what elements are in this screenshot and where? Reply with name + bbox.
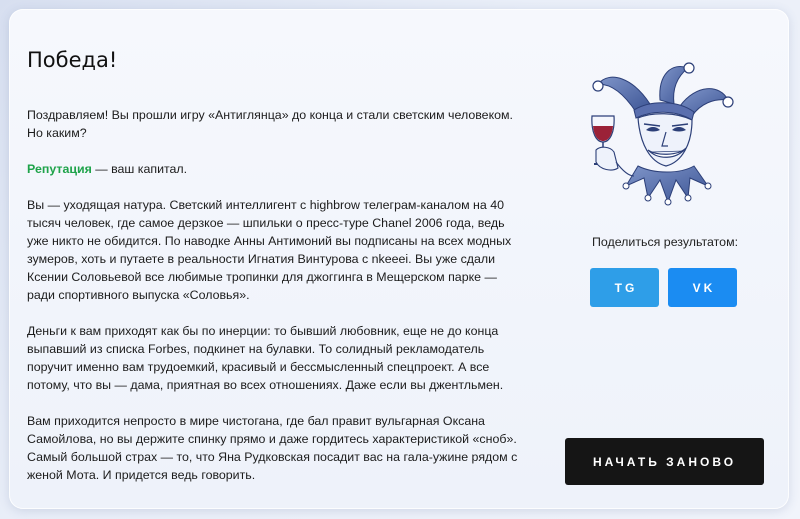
- restart-button[interactable]: НАЧАТЬ ЗАНОВО: [565, 438, 764, 485]
- reputation-word: Репутация: [27, 162, 92, 176]
- reputation-rest: — ваш капитал.: [91, 162, 188, 176]
- reputation-paragraph: [27, 160, 527, 178]
- result-text: [27, 106, 527, 502]
- description-paragraph-1: Вы — уходящая натура. Светский интеллигент с highbrow телеграм-каналом на 40 тысяч человек, где самое дерзкое — шпильки о пресс-туре Chanel 2006 года, ведь уже никто не обидится. По наводке Анны Антимоний вы подписаны на всех модных зумеров, хоть и путаете в реальности Игнатия Винтурова с nkeeei. Вы уже сдали Ксении Соловьевой все любимые тропинки для джоггинга в Мещерском парке — ради спортивного выпуска «Соловья».: [27, 198, 512, 302]
- description-paragraph-2: Деньги к вам приходят как бы по инерции: то бывший любовник, еще не до конца выпавший из списка Forbes, подкинет на булавки. То солидный рекламодатель поручит именно вам трудоемкий, красивый и бессмысленный спецпроект. А все потому, что вы — дама, приятная во всех отношениях. Даже если вы джентльмен.: [27, 324, 504, 392]
- intro-line-2: Но каким?: [27, 126, 87, 140]
- intro-line-1: Поздравляем! Вы прошли игру «Антиглянца» до конца и стали светским человеком.: [27, 108, 513, 122]
- description-paragraph-3: Вам приходится непросто в мире чистогана, где бал правит вульгарная Оксана Самойлова, но вы держите спинку прямо и даже гордитесь характеристикой «сноб». Самый большой страх — то, что Яна Рудковская посадит вас на гала-ужине рядом с женой Мота. И придется ведь говорить.: [27, 414, 518, 482]
- share-vk-button[interactable]: VK: [668, 268, 737, 307]
- page-title: Победа!: [27, 48, 118, 72]
- intro-paragraph: [27, 106, 527, 142]
- share-label: Поделиться результатом:: [591, 235, 739, 249]
- jester-illustration-icon: [588, 58, 738, 206]
- share-telegram-button[interactable]: TG: [590, 268, 659, 307]
